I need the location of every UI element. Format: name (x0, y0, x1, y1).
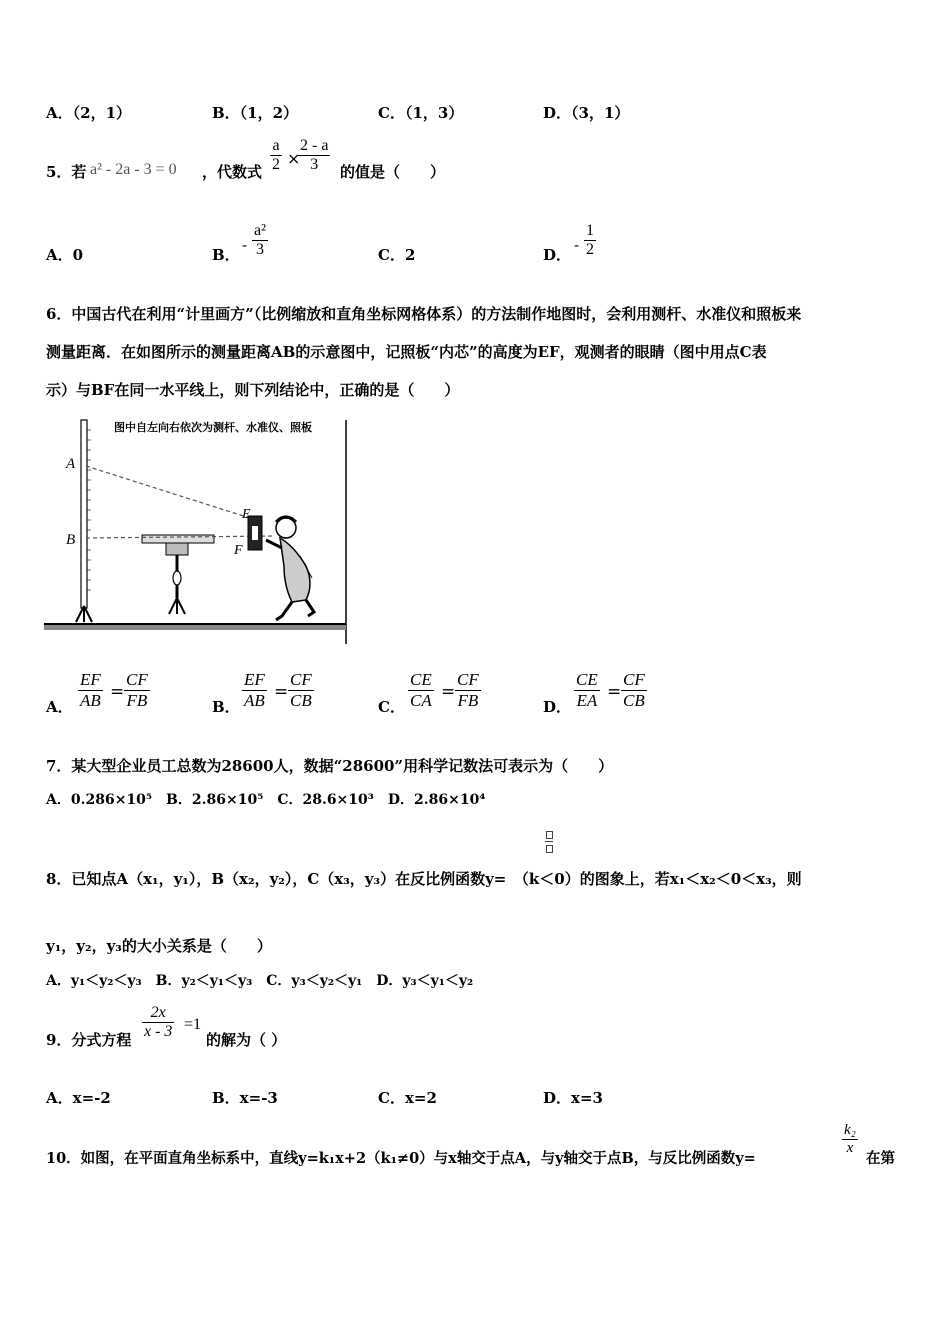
q6-option-a-eq: = (110, 682, 125, 702)
q6-option-a-right-num: CF (126, 670, 148, 689)
q6-stem-line1: 6．中国古代在利用“计里画方”（比例缩放和直角坐标网格体系）的方法制作地图时，会利用测杆、水准仪和照板来 (46, 305, 802, 323)
q6-option-a-label: A． (46, 698, 73, 716)
q8-stem: 8．已知点A（x₁，y₁），B（x₂，y₂），C（x₃，y₃）在反比例函数y= （k＜0）的图象上，若x₁＜x₂＜0＜x₃，则 (46, 870, 802, 888)
q6-figure (44, 416, 350, 646)
q6-option-b-right-num: CF (290, 670, 312, 689)
q6-option-d-left-den: EA (574, 690, 600, 711)
q6-option-c-right-den: FB (455, 690, 481, 711)
label-b: B (66, 532, 76, 548)
q6-option-a-right-fraction (124, 670, 150, 711)
q6-option-b-left-fraction (242, 670, 267, 711)
q6-option-a-right-den: FB (124, 690, 150, 711)
q6-figure-svg (44, 416, 350, 646)
q9-fraction (142, 1004, 174, 1041)
q5-option-b: B． (212, 246, 240, 264)
q4-option-d: D．（3，1） (543, 104, 630, 122)
q5-option-d-denominator: 2 (586, 241, 594, 258)
observer-figure (266, 517, 314, 620)
q5-f1-numerator: a (272, 137, 280, 154)
q4-option-b: B．（1，2） (212, 104, 299, 122)
q5-option-d: D． (543, 246, 572, 264)
q6-option-b-right-fraction (288, 670, 314, 711)
q5-option-b-minus: - (242, 236, 248, 254)
q6-option-d-left-num: CE (576, 670, 598, 689)
level-tripod (169, 598, 185, 614)
q9-option-c: C．x=2 (378, 1089, 437, 1107)
q9-prefix: 9．分式方程 (46, 1031, 132, 1049)
q9-denominator: x - 3 (144, 1023, 173, 1040)
board-core (252, 526, 258, 540)
q10-fraction (842, 1122, 858, 1157)
q6-option-d-right-fraction (621, 670, 647, 711)
q9-option-a: A．x=-2 (46, 1089, 111, 1107)
q8-options: A．y₁＜y₂＜y₃ B．y₂＜y₁＜y₃ C．y₃＜y₂＜y₁ D．y₃＜y₁＜y₂ (46, 973, 474, 989)
q5-option-b-numerator: a² (254, 222, 266, 239)
q10-numerator: k₂ (844, 1122, 856, 1138)
q5-option-a: A．0 (46, 246, 84, 264)
label-f: F (234, 543, 243, 558)
q5-fraction-1 (270, 137, 282, 174)
q6-option-d-eq: = (607, 682, 622, 702)
rod-base (76, 606, 92, 622)
label-e: E (242, 507, 251, 522)
q6-stem-line3: 示）与BF在同一水平线上，则下列结论中，正确的是（ ） (46, 381, 460, 399)
q6-option-a-left-fraction (78, 670, 103, 711)
q5-mid: ，代数式 (202, 163, 263, 181)
q5-option-b-denominator: 3 (252, 240, 268, 259)
q4-option-c: C．（1，3） (378, 104, 464, 122)
level-bar (142, 535, 214, 543)
q7-options: A．0.286×10⁵ B．2.86×10⁵ C．28.6×10³ D．2.86×10⁴ (46, 792, 486, 808)
figure-caption: 图中自左向右依次为测杆、水准仪、照板 (114, 421, 312, 434)
q5-option-d-numerator: 1 (586, 222, 594, 239)
q6-stem-line2: 测量距离．在如图所示的测量距离AB的示意图中，记照板“内芯”的高度为EF，观测者的眼睛（图中用点C表 (46, 343, 767, 361)
q5-option-b-fraction (252, 222, 268, 259)
q6-option-c-eq: = (441, 682, 456, 702)
q10-stem: 10．如图，在平面直角坐标系中，直线y=k₁x+2（k₁≠0）与x轴交于点A，与y轴交于点B，与反比例函数y= (46, 1150, 756, 1167)
q6-option-b-label: B． (212, 698, 240, 716)
q6-option-c-left-den: CA (410, 691, 432, 710)
q6-option-b-left-den: AB (244, 691, 265, 710)
q5-f2-numerator: 2 - a (300, 137, 329, 154)
q9-suffix: 的解为（ ） (206, 1031, 287, 1049)
measuring-rod (81, 420, 87, 608)
q6-option-a-left-den: AB (80, 691, 101, 710)
q9-option-b: B．x=-3 (212, 1089, 278, 1107)
q5-f2-denominator: 3 (298, 155, 330, 174)
level-knob (173, 571, 181, 585)
q10-suffix: 在第 (866, 1150, 895, 1167)
q6-option-b-left-num: EF (244, 670, 265, 689)
q5-times: × (287, 149, 301, 168)
q6-option-d-right-den: CB (623, 691, 645, 710)
q8-placeholder-fraction (545, 830, 553, 856)
q5-option-d-minus: - (574, 236, 580, 254)
q5-prefix: 5．若 (46, 163, 87, 181)
q6-option-c-left-fraction (408, 670, 434, 711)
q9-option-d: D．x=3 (543, 1089, 603, 1107)
q6-option-c-right-num: CF (457, 670, 479, 689)
q6-option-d-label: D． (543, 698, 572, 716)
q5-equation: a² - 2a - 3 = 0 (90, 161, 177, 178)
q6-option-c-label: C． (378, 698, 405, 716)
q4-option-a: A．（2，1） (46, 104, 132, 122)
q6-option-a-left-num: EF (80, 670, 101, 689)
q7-stem: 7．某大型企业员工总数为28600人，数据“28600”用科学记数法可表示为（ ） (46, 757, 614, 775)
q6-option-c-right-fraction (455, 670, 481, 711)
q6-option-b-eq: = (274, 682, 289, 702)
q9-numerator: 2x (150, 1004, 166, 1021)
q5-option-c: C．2 (378, 246, 416, 264)
q6-option-d-right-num: CF (623, 670, 645, 689)
q5-fraction-2 (298, 137, 330, 174)
q10-denominator: x (842, 1139, 858, 1157)
q5-suffix: 的值是（ ） (340, 163, 446, 181)
q9-eq: =1 (184, 1016, 202, 1033)
label-a: A (66, 456, 76, 472)
q5-option-d-fraction (584, 222, 596, 259)
q6-option-c-left-num: CE (410, 670, 432, 689)
q6-option-b-right-den: CB (290, 691, 312, 710)
q8-stem-line2: y₁，y₂，y₃的大小关系是（ ） (46, 937, 272, 955)
ground-hatch (44, 625, 346, 630)
q6-option-d-left-fraction (574, 670, 600, 711)
sight-line-ae (86, 466, 256, 520)
q5-f1-denominator: 2 (272, 156, 280, 173)
level-head (166, 543, 188, 555)
